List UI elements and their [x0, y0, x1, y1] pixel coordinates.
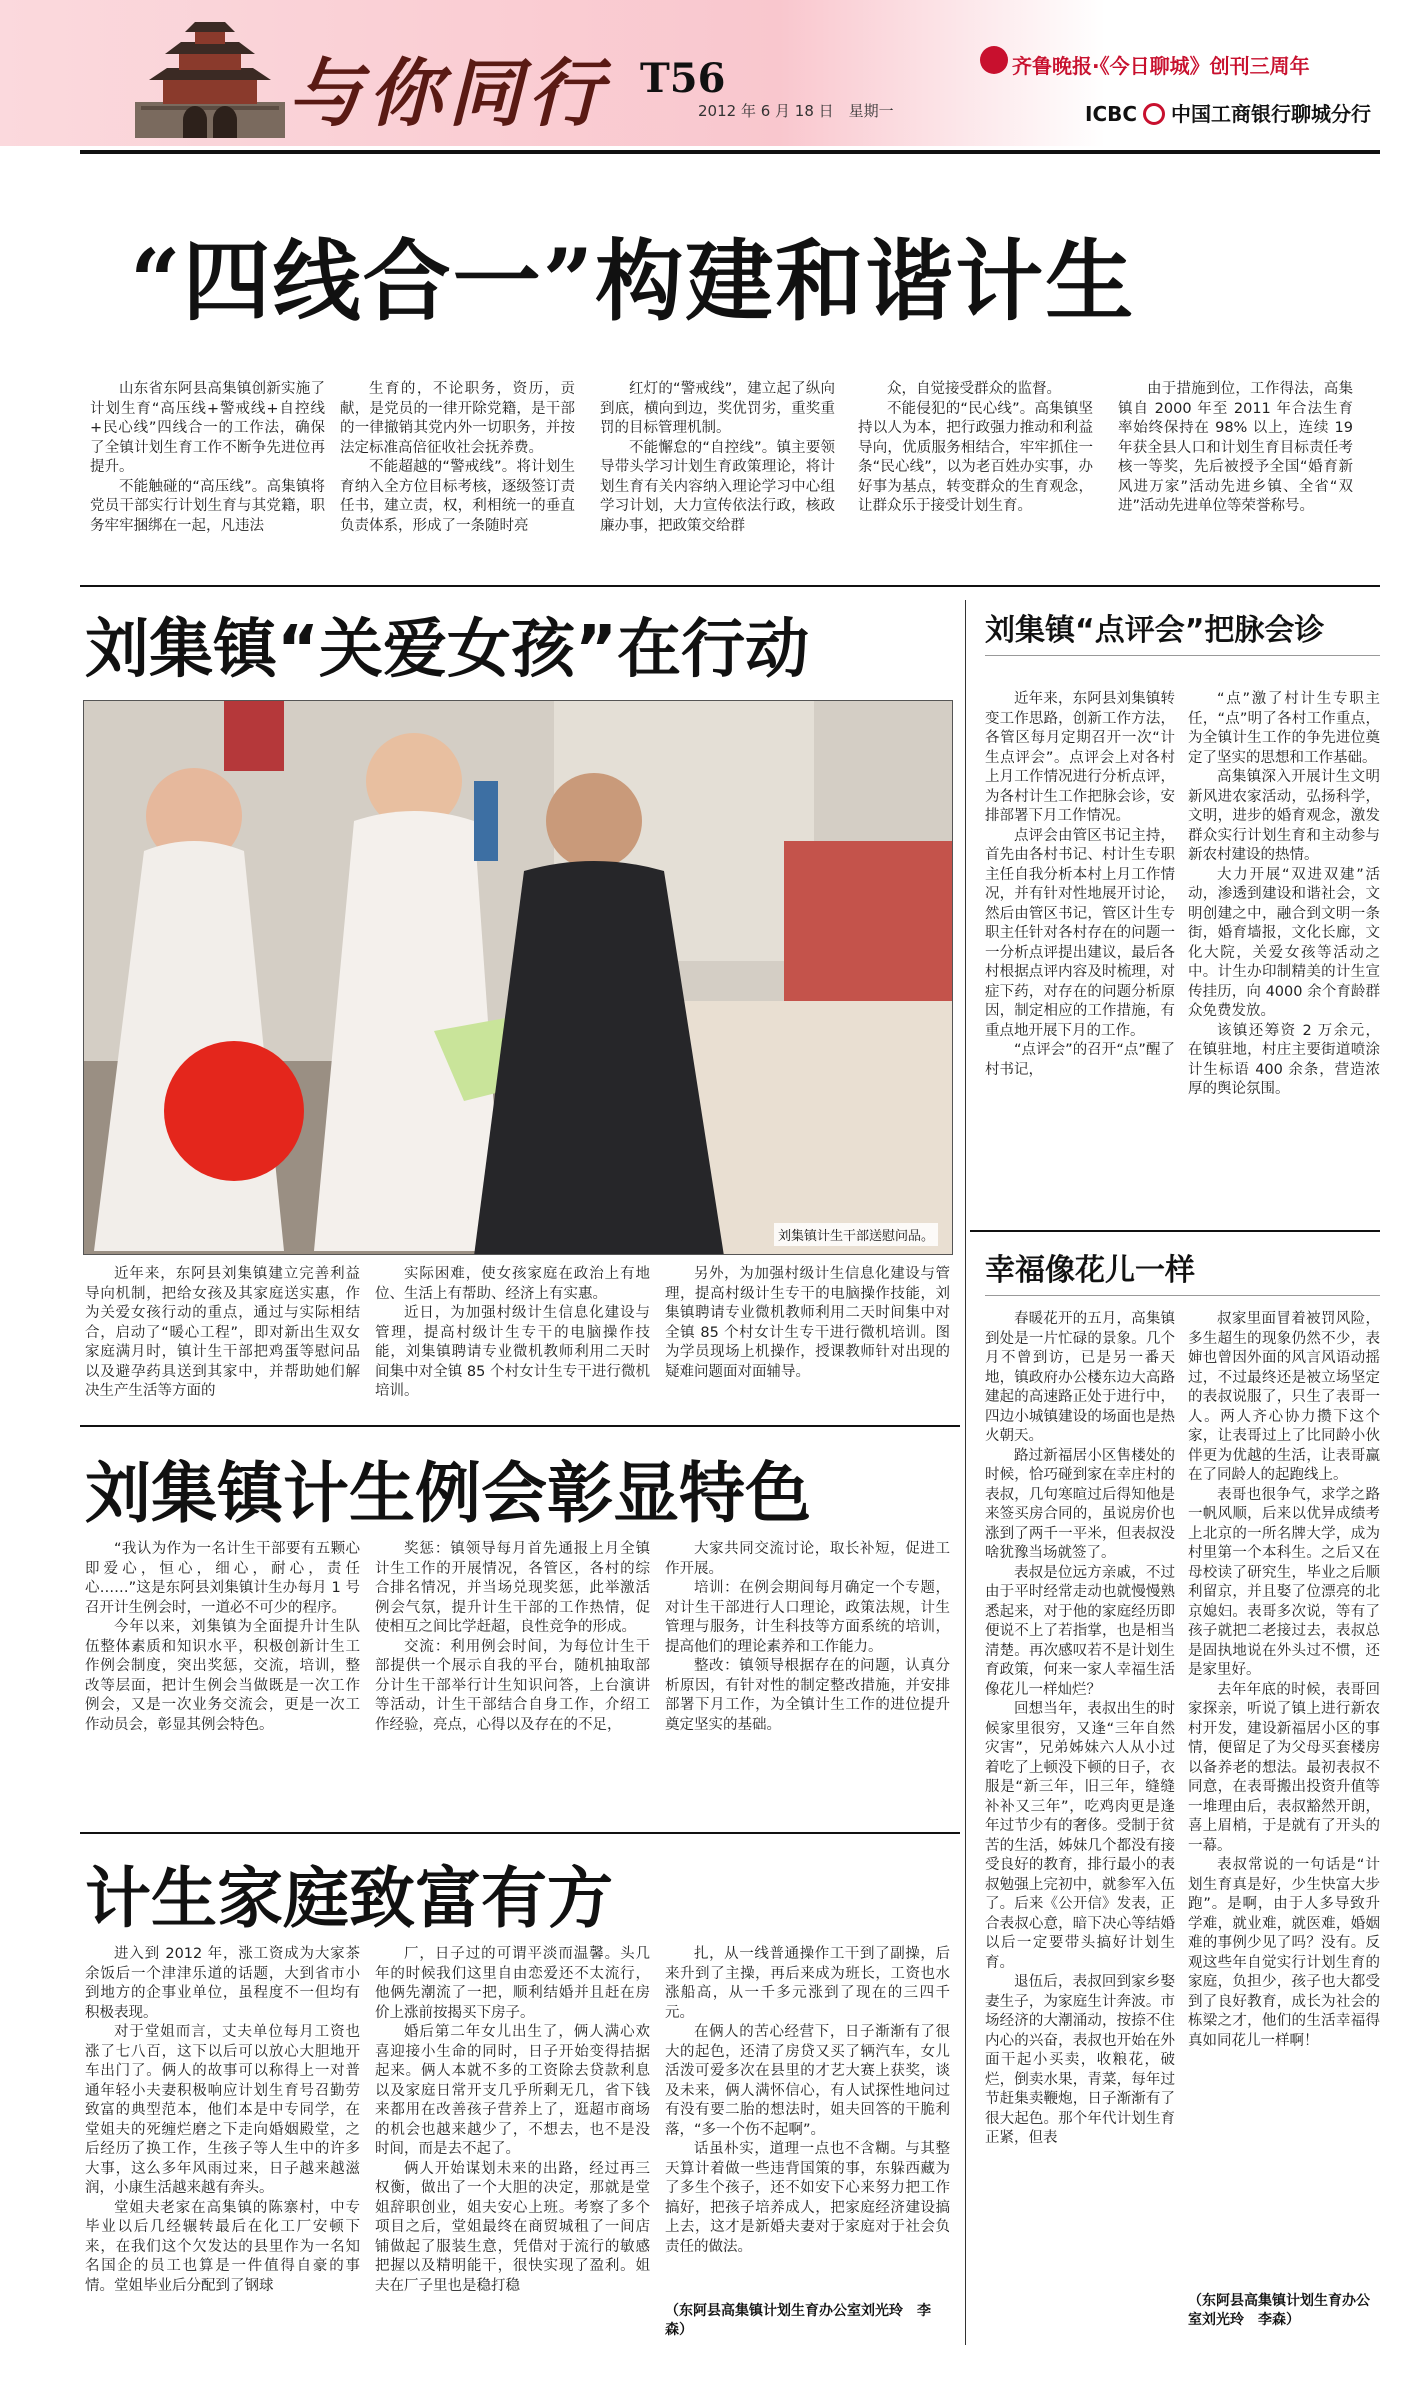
paragraph: 扎，从一线普通操作工干到了副操，后来升到了主操，再后来成为班长，工资也水涨船高，从一千多元涨到了现在的三四千元。 — [665, 1946, 950, 2021]
article4-col2 — [375, 1945, 650, 2340]
paragraph: 点评会由管区书记主持，首先由各村书记、村计生专职主任自我分析本村上月工作情况，并有针对性地展开讨论，然后由管区书记，管区计生专职主任针对各村存在的问题一一分析点评提出建议，最后各村根据点评内容及时梳理，对症下药，对存在的问题分析原因，制定相应的工作措施，有重点地开展下月的工作。 — [985, 827, 1175, 1039]
paragraph: 不能侵犯的“民心线”。高集镇坚持以人为本，把行政强力推动和利益导向，优质服务相结合，牢牢抓住一条“民心线”，以为老百姓办实事，办好事为基点，转变群众的生育观念，让群众乐于接受计划生育。 — [858, 400, 1093, 514]
article2-photo — [83, 700, 953, 1255]
paragraph: 话虽朴实，道理一点也不含糊。与其整天算计着做一些违背国策的事，东躲西藏为了多生个孩子，还不如安下心来努力把工作搞好，把孩子培养成人，把家庭经济建设搞上去，这才是新婚夫妻对于家庭对于社会负责任的做法。 — [665, 2141, 950, 2255]
sponsor-line — [1085, 98, 1371, 127]
paragraph: 回想当年，表叔出生的时候家里很穷，又逢“三年自然灾害”，兄弟姊妹六人从小过着吃了上顿没下顿的日子，衣服是“新三年，旧三年，缝缝补补又三年”，吃鸡肉更是逢年过节少有的奢侈。受制于贫苦的生活，姊妹几个都没有接受良好的教育，排行最小的表叔勉强上完初中，就参军入伍了。后来《公开信》发表，正合表叔心意，暗下决心等结婚以后一定要带头搞好计划生育。 — [985, 1701, 1175, 1971]
paragraph: 培训：在例会期间每月确定一个专题，对计生干部进行人口理论，政策法规，计生管理与服务，计生科技等方面系统的培训，提高他们的理论素养和工作能力。 — [665, 1580, 950, 1655]
sidebar2-title: 幸福像花儿一样 — [985, 1253, 1195, 1288]
paragraph: 高集镇深入开展计生文明新风进农家活动，弘扬科学，文明，进步的婚育观念，激发群众实行计划生育和主动参与新农村建设的热情。 — [1188, 769, 1380, 863]
article4-credit: （东阿县高集镇计划生育办公室刘光玲 李森） — [665, 2303, 931, 2338]
paragraph: 山东省东阿县高集镇创新实施了计划生育“高压线+警戒线+自控线+民心线”四线合一的工作法，确保了全镇计划生育工作不断争先进位再提升。 — [90, 381, 325, 475]
issue-date: 2012 年 6 月 18 日 星期一 — [698, 102, 894, 120]
section-rule — [80, 1425, 960, 1427]
article1-col2 — [340, 380, 575, 610]
paragraph: 退伍后，表叔回到家乡娶妻生子，为家庭生计奔波。市场经济的大潮涌动，按捺不住内心的兴奋，表叔也开始在外面干起小买卖，收粮花，破烂，倒卖水果，青菜，每年过节赶集卖鞭炮，日子渐渐有了很大起色。那个年代计划生育正紧，但表 — [985, 1974, 1175, 2146]
paragraph: 众，自觉接受群众的监督。 — [887, 381, 1061, 397]
paragraph: 奖惩：镇领导每月首先通报上月全镇计生工作的开展情况，各管区，各村的综合排名情况，并当场兑现奖惩，此举激活例会气氛，提升计生干部的工作热情，促使相互之间比学赶超，良性竞争的形成。 — [375, 1541, 650, 1635]
article1-title: “四线合一”构建和谐计生 — [130, 229, 1136, 333]
article1-col1 — [90, 380, 325, 610]
paragraph: “点”激了村计生专职主任，“点”明了各村工作重点，为全镇计生工作的争先进位奠定了坚实的思想和工作基础。 — [1188, 691, 1380, 766]
paragraph: 大家共同交流讨论，取长补短，促进工作开展。 — [665, 1541, 950, 1577]
article1-col5 — [1118, 380, 1353, 610]
sidebar1-col2 — [1188, 690, 1380, 1220]
sidebar2-credit: （东阿县高集镇计划生育办公室刘光玲 李森） — [1188, 2293, 1370, 2328]
paragraph: 另外，为加强村级计生信息化建设与管理，提高村级计生专干的电脑操作技能，刘集镇聘请专业微机教师利用二天时间集中对全镇 85 个村女计生专干进行微机培训。图为学员现场上机操作，授课教师针对出现的疑难问题面对面辅导。 — [665, 1266, 950, 1380]
sidebar2-title-rule — [985, 1295, 1380, 1296]
paragraph: 不能懈怠的“自控线”。镇主要领导带头学习计划生育政策理论，将计划生育有关内容纳入理论学习中心组学习计划，大力宣传依法行政，核政廉办事，把政策交给群 — [600, 439, 835, 534]
paragraph: “我认为作为一名计生干部要有五颗心即爱心，恒心，细心，耐心，责任心……”这是东阿县刘集镇计生办每月 1 号召开计生例会时，一道必不可少的程序。 — [85, 1541, 360, 1616]
section-rule — [970, 1230, 1380, 1232]
header-rule — [80, 150, 1380, 154]
paragraph: 在俩人的苦心经营下，日子渐渐有了很大的起色，还清了房贷又买了辆汽车，女儿活泼可爱多次在县里的才艺大赛上获奖，谈及未来，俩人满怀信心，有人试探性地问过有没有要二胎的想法时，姐夫回答的干脆利落，“多一个伤不起啊”。 — [665, 2024, 950, 2138]
paragraph: 不能触碰的“高压线”。高集镇将党员干部实行计划生育与其党籍，职务牢牢捆绑在一起，凡违法 — [90, 478, 325, 534]
paragraph: 去年年底的时候，表哥回家探亲，听说了镇上进行新农村开发，建设新福居小区的事情，便留足了为父母买套楼房以备养老的想法。最初表叔不同意，在表哥搬出投资升值等一堆理由后，表叔豁然开朗，喜上眉梢，于是就有了开头的一幕。 — [1188, 1681, 1380, 1854]
paragraph: 俩人开始谋划未来的出路，经过再三权衡，做出了一个大胆的决定，那就是堂姐辞职创业，姐夫安心上班。考察了多个项目之后，堂姐最终在商贸城租了一间店铺做起了服装生意，凭借对于流行的敏感把握以及精明能干，很快实现了盈利。姐夫在厂子里也是稳打稳 — [375, 2160, 650, 2294]
paragraph: 近年来，东阿县刘集镇建立完善利益导向机制，把给女孩及其家庭送实惠，作为关爱女孩行动的重点，通过与实际相结合，启动了“暖心工程”，即对新出生双女家庭满月时，镇计生干部把鸡蛋等慰问品以及避孕药具送到其家中，并帮助她们解决生产生活等方面的 — [85, 1266, 360, 1399]
article2-col3 — [665, 1265, 950, 1415]
paragraph: 交流：利用例会时间，为每位计生干部提供一个展示自我的平台，随机抽取部分计生干部举行计生知识问答，上台演讲等活动，计生干部结合自身工作，介绍工作经验，亮点，心得以及存在的不足， — [375, 1638, 650, 1733]
sponsor-name: 中国工商银行聊城分行 — [1171, 102, 1372, 126]
article4-title: 计生家庭致富有方 — [85, 1860, 613, 1937]
sponsor-code: ICBC — [1085, 102, 1138, 126]
article1-col4 — [858, 380, 1093, 610]
article2-title: 刘集镇“关爱女孩”在行动 — [85, 613, 810, 687]
paragraph: 表叔常说的一句话是“计划生育真是好，少生快富大步跑”。是啊，由于人多导致升学难，就业难，就医难，婚姻难的事例少见了吗？没有。反观这些年自觉实行计划生育的家庭，负担少，孩子也大都受到了良好教育，成长为社会的栋梁之才，他们的生活幸福得真如同花儿一样啊！ — [1188, 1857, 1380, 2049]
photo-caption: 刘集镇计生干部送慰问品。 — [774, 1223, 938, 1246]
tower-illustration — [135, 20, 285, 138]
paragraph: 红灯的“警戒线”，建立起了纵向到底，横向到边，奖优罚劣，重奖重罚的目标管理机制。 — [600, 381, 835, 436]
paragraph: 表哥也很争气，求学之路一帆风顺，后来以优异成绩考上北京的一所名牌大学，成为村里第一个本科生。之后又在母校读了研究生，毕业之后顺利留京，并且娶了位漂亮的北京媳妇。表哥多次说，等有了孩子就把二老接过去，表叔总是固执地说在外头过不惯，还是家里好。 — [1188, 1486, 1380, 1678]
paragraph: 由于措施到位，工作得法，高集镇自 2000 年至 2011 年合法生育率始终保持在 98% 以上，连续 19 年获全县人口和计划生育目标责任考核一等奖，先后被授予全国“婚育新风进万家”活动先进乡镇、全省“双进”活动先进单位等荣誉称号。 — [1118, 381, 1353, 514]
paragraph: 对于堂姐而言，丈夫单位每月工资也涨了七八百，这下以后可以放心大胆地开车出门了。俩人的故事可以称得上一对普通年轻小夫妻积极响应计划生育号召勤劳致富的典型范本，他们本是中专同学，在堂姐夫的死缠烂磨之下走向婚姻殿堂，之后经历了换工作，生孩子等人生中的许多大事，这么多年风雨过来，日子越来越滋润，小康生活越来越有奔头。 — [85, 2024, 360, 2196]
paragraph: 进入到 2012 年，涨工资成为大家茶余饭后一个津津乐道的话题，大到省市小到地方的企事业单位，虽程度不一但均有积极表现。 — [85, 1946, 360, 2021]
paragraph: 表叔是位远方亲戚，不过由于平时经常走动也就慢慢熟悉起来，对于他的家庭经历即便说不上了若指掌，也是相当清楚。再次感叹若不是计划生育政策，何来一家人幸福生活像花儿一样灿烂？ — [985, 1564, 1175, 1698]
paragraph: 近日，为加强村级计生信息化建设与管理，提高村级计生专干的电脑操作技能，刘集镇聘请专业微机教师利用二天时间集中对全镇 85 个村女计生专干进行微机培训。 — [375, 1305, 650, 1399]
article3-col3 — [665, 1540, 950, 1825]
paragraph: 春暖花开的五月，高集镇到处是一片忙碌的景象。几个月不曾到访，已是另一番天地，镇政府办公楼东边大高路建起的高速路正处于进行中，四边小城镇建设的场面也是热火朝天。 — [985, 1311, 1175, 1444]
paragraph: 今年以来，刘集镇为全面提升计生队伍整体素质和知识水平，积极创新计生工作例会制度，突出奖惩，交流，培训，整改等层面，把计生例会当做既是一次工作例会，又是一次业务交流会，更是一次工作动员会，彰显其例会特色。 — [85, 1619, 360, 1733]
article3-col2 — [375, 1540, 650, 1825]
paragraph: 路过新福居小区售楼处的时候，恰巧碰到家在幸庄村的表叔，几句寒暄过后得知他是来签买房合同的，虽说房价也涨到了两千一平米，但表叔没啥犹豫当场就签了。 — [985, 1447, 1175, 1561]
section-rule — [80, 585, 1380, 587]
paragraph: 叔家里面冒着被罚风险，多生超生的现象仍然不少，表婶也曾因外面的风言风语动摇过，不过最终还是被立场坚定的表叔说服了，只生了表哥一人。两人齐心协力攒下这个家，让表哥过上了比同龄小伙伴更为优越的生活，让表哥赢在了同龄人的起跑线上。 — [1188, 1311, 1380, 1483]
paragraph: 不能超越的“警戒线”。将计划生育纳入全方位目标考核，逐级签订责任书，建立责，权，利相统一的垂直负责体系，形成了一条随时亮 — [340, 459, 575, 534]
section-rule — [80, 1832, 960, 1834]
page-number: T56 — [640, 55, 726, 102]
article2-col2 — [375, 1265, 650, 1415]
sidebar2-col1 — [985, 1310, 1175, 2310]
paragraph: 整改：镇领导根据存在的问题，认真分析原因，有针对性的制定整改措施，并安排部署下月工作，为全镇计生工作的进位提升奠定坚实的基础。 — [665, 1658, 950, 1733]
article1-col3 — [600, 380, 835, 610]
paper-anniversary-banner: 齐鲁晚报·《今日聊城》创刊三周年 — [1012, 54, 1310, 78]
paper-logo-icon — [980, 46, 1008, 74]
photo-illustration — [84, 701, 953, 1255]
paragraph: 堂姐夫老家在高集镇的陈寨村，中专毕业以后几经辗转最后在化工厂安顿下来，在我们这个欠发达的县里作为一名知名国企的员工也算是一件值得自豪的事情。堂姐毕业后分配到了钢球 — [85, 2199, 360, 2294]
article4-col3 — [665, 1945, 950, 2300]
sidebar-divider — [965, 600, 966, 2345]
paragraph: “点评会”的召开“点”醒了村书记， — [985, 1042, 1175, 1078]
column-title: 与你同行 — [288, 51, 608, 137]
paragraph: 近年来，东阿县刘集镇转变工作思路，创新工作方法，各管区每月定期召开一次“计生点评会”。点评会上对各村上月工作情况进行分析点评，为各村计生工作把脉会诊，安排部署下月工作情况。 — [985, 691, 1175, 824]
article3-title: 刘集镇计生例会彰显特色 — [85, 1455, 811, 1532]
article2-col1 — [85, 1265, 360, 1415]
article4-col1 — [85, 1945, 360, 2340]
paragraph: 实际困难，使女孩家庭在政治上有地位、生活上有帮助、经济上有实惠。 — [375, 1266, 650, 1302]
paragraph: 婚后第二年女儿出生了，俩人满心欢喜迎接小生命的同时，日子开始变得拮据起来。俩人本就不多的工资除去贷款利息以及家庭日常开支几乎所剩无几，省下钱来都用在改善孩子营养上了，逛超市商场的机会也越来越少了，不想去，也不是没时间，而是去不起了。 — [375, 2024, 650, 2157]
sidebar1-col1 — [985, 690, 1175, 1220]
sidebar1-title: 刘集镇“点评会”把脉会诊 — [985, 613, 1325, 648]
paragraph: 大力开展“双进双建”活动，渗透到建设和谐社会，文明创建之中，融合到文明一条街，婚育墙报，文化长廊，文化大院，关爱女孩等活动之中。计生办印制精美的计生宣传挂历，向 4000 余个育龄群众免费发放。 — [1188, 866, 1380, 1019]
sidebar2-col2 — [1188, 1310, 1380, 2290]
icbc-logo-icon — [1143, 103, 1165, 125]
paragraph: 生育的，不论职务，资历，贡献，是党员的一律开除党籍，是干部的一律撤销其党内外一切职务，并按法定标准高倍征收社会抚养费。 — [340, 381, 575, 456]
sidebar1-title-rule — [985, 655, 1380, 656]
paragraph: 该镇还筹资 2 万余元，在镇驻地，村庄主要街道喷涂计生标语 400 余条，营造浓厚的舆论氛围。 — [1188, 1022, 1380, 1097]
article3-col1 — [85, 1540, 360, 1825]
paragraph: 厂，日子过的可谓平淡而温馨。头几年的时候我们这里自由恋爱还不太流行，他俩先潮流了一把，顺利结婚并且赶在房价上涨前按揭买下房子。 — [375, 1946, 650, 2021]
